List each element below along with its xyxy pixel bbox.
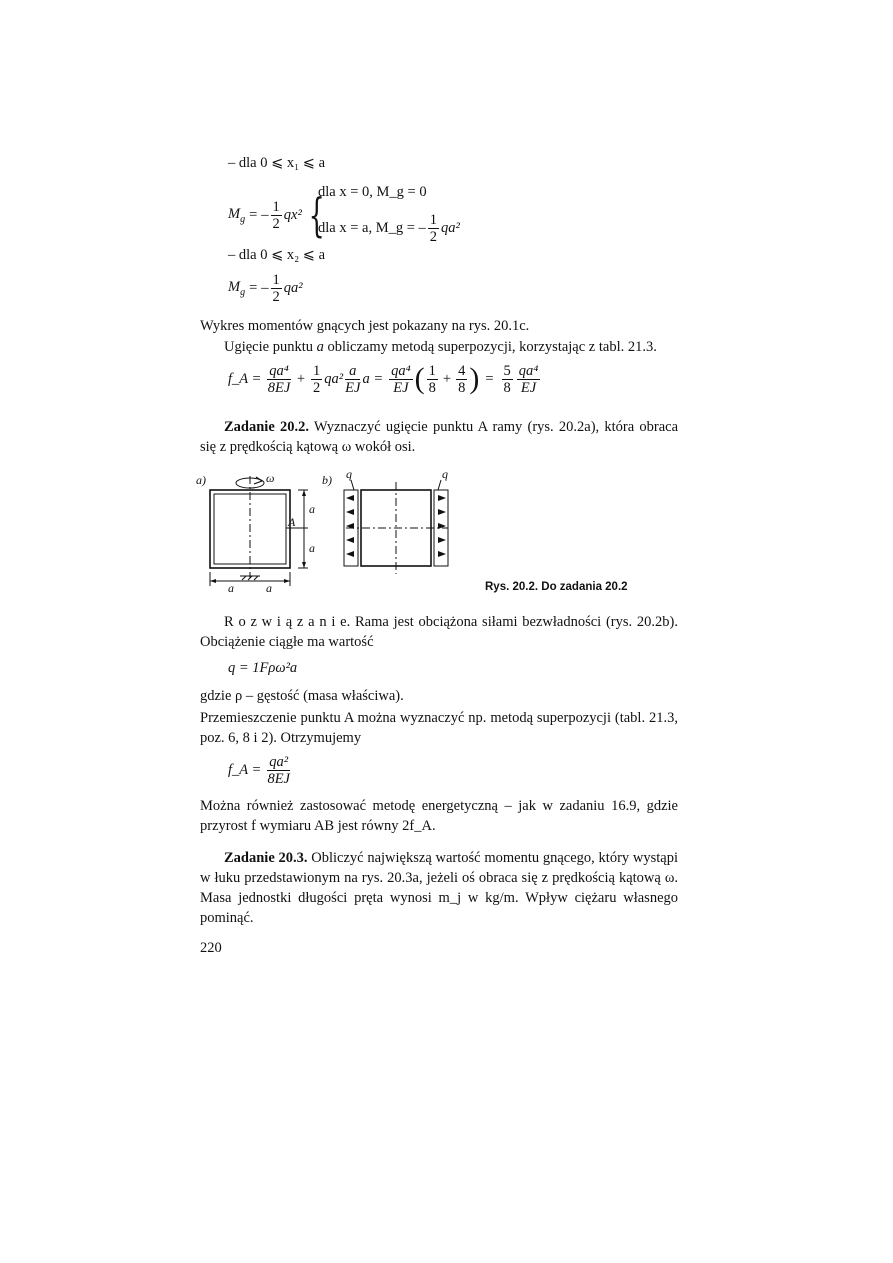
branch-2: dla x = a, M_g = – $\frac{1}{2}$ qa² [318,212,460,245]
dim-a-4: a [266,581,272,595]
figure-20-2 [196,466,466,596]
energy-text: Można również zastosować metodę energetyczną – jak w zadaniu 16.9, gdzie przyrost f wymiaru AB jest równy 2f_A. [200,798,678,834]
moment-equation-1: $M_g$ = – $\frac{1}{2}$ qx² { [228,188,325,242]
fa2-formula: f_A = $\frac{\text{qa²}}{8EJ}$ [228,754,290,787]
displacement-text: Przemieszczenie punktu A można wyznaczyć np. metodą superpozycji (tabl. 21.3, poz. 6, 8 i 2). Otrzymujemy [200,710,678,746]
load-q-left: q [346,467,352,481]
point-A-label: A [288,515,296,529]
fa-formula: f_A = $\frac{\text{qa⁴}}{8EJ}$ + $\frac{1}{2}$ qa² $\frac{a}{EJ}$ a = $\frac{\text{qa⁴}}{EJ}$ ( $\frac{1}{8}$ + $\frac{4}{8}$ ) = $\frac{5}{8}$ $\frac{\text{qa⁴}}{EJ}$ [228,362,539,396]
task-20-3: Zadanie 20.3. Obliczyć największą wartość momentu gnącego, który wystąpi w łuku przedstawionym na rys. 20.3a, jeżeli oś obraca się z prędkością kątową ω. Masa jednostki długości pręta wynosi m_j w kg/m. Wpływ ciężaru własnego pominąć. [200,850,678,926]
dim-a-2: a [309,541,315,555]
deflection-sentence: Ugięcie punktu a obliczamy metodą superpozycji, korzystając z tabl. 21.3. [224,339,657,355]
rho-text: gdzie ρ – gęstość (masa właściwa). [200,688,404,704]
mg-symbol: $M_g$ [228,205,246,225]
label-b: b) [322,473,332,487]
label-a: a) [196,473,206,487]
case2-label: – dla 0 ⩽ x₂ ⩽ a [228,247,326,263]
q-formula: q = 1Fρω²a [228,660,298,676]
half-fraction: $\frac{1}{2}$ [272,198,280,232]
dim-a-1: a [309,502,315,516]
page-number: 220 [200,940,222,956]
brace: { [308,188,325,242]
qx2-term: qx² [283,206,302,223]
branch-1: dla x = 0, M_g = 0 [318,184,427,200]
case1-label: – dla 0 ⩽ x₁ ⩽ a [228,155,326,171]
dim-a-3: a [228,581,234,595]
moments-sentence: Wykres momentów gnących jest pokazany na rys. 20.1c. [200,318,530,334]
task-20-2: Zadanie 20.2. Wyznaczyć ugięcie punktu A ramy (rys. 20.2a), która obraca się z prędkością kątową ω wokół osi. [200,419,678,455]
load-q-right: q [442,467,448,481]
solution-paragraph: R o z w i ą z a n i e. Rama jest obciążona siłami bezwładności (rys. 20.2b). Obciążenie ciągłe ma wartość [200,614,678,650]
figure-caption: Rys. 20.2. Do zadania 20.2 [485,581,628,593]
moment-equation-2: $M_g$ = – $\frac{1}{2}$ qa² [228,272,303,305]
omega-label: ω [266,471,275,485]
